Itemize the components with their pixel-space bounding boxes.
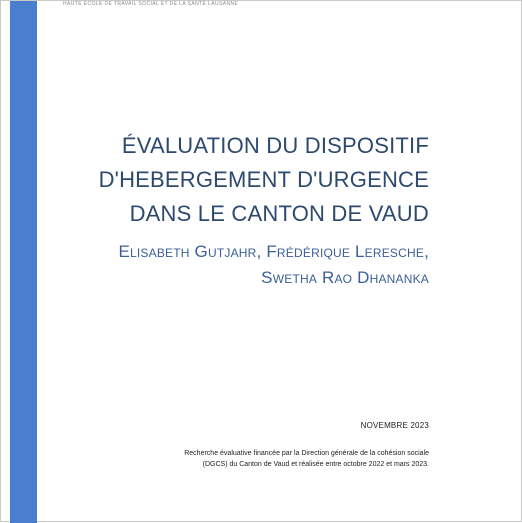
funding-line-1: Recherche évaluative financée par la Direction générale de la cohésion sociale — [184, 450, 429, 457]
accent-bar — [10, 1, 37, 523]
title-line-1: ÉVALUATION DU DISPOSITIF — [121, 133, 429, 158]
funding-line-2: (DGCS) du Canton de Vaud et réalisée entre octobre 2022 et mars 2023. — [202, 461, 429, 468]
funding-note — [184, 448, 429, 470]
authors-line-1: Elisabeth Gutjahr, Frédérique Leresche, — [118, 242, 429, 261]
title-line-2: D'HEBERGEMENT D'URGENCE — [98, 167, 429, 192]
authors — [118, 239, 429, 291]
institution-header: HAUTE ÉCOLE DE TRAVAIL SOCIAL ET DE LA SANTÉ LAUSANNE — [63, 1, 239, 7]
document-title — [99, 129, 429, 231]
authors-line-2: Swetha Rao Dhananka — [261, 268, 429, 287]
publication-date: NOVEMBRE 2023 — [360, 421, 429, 430]
title-line-3: DANS LE CANTON DE VAUD — [129, 201, 429, 226]
